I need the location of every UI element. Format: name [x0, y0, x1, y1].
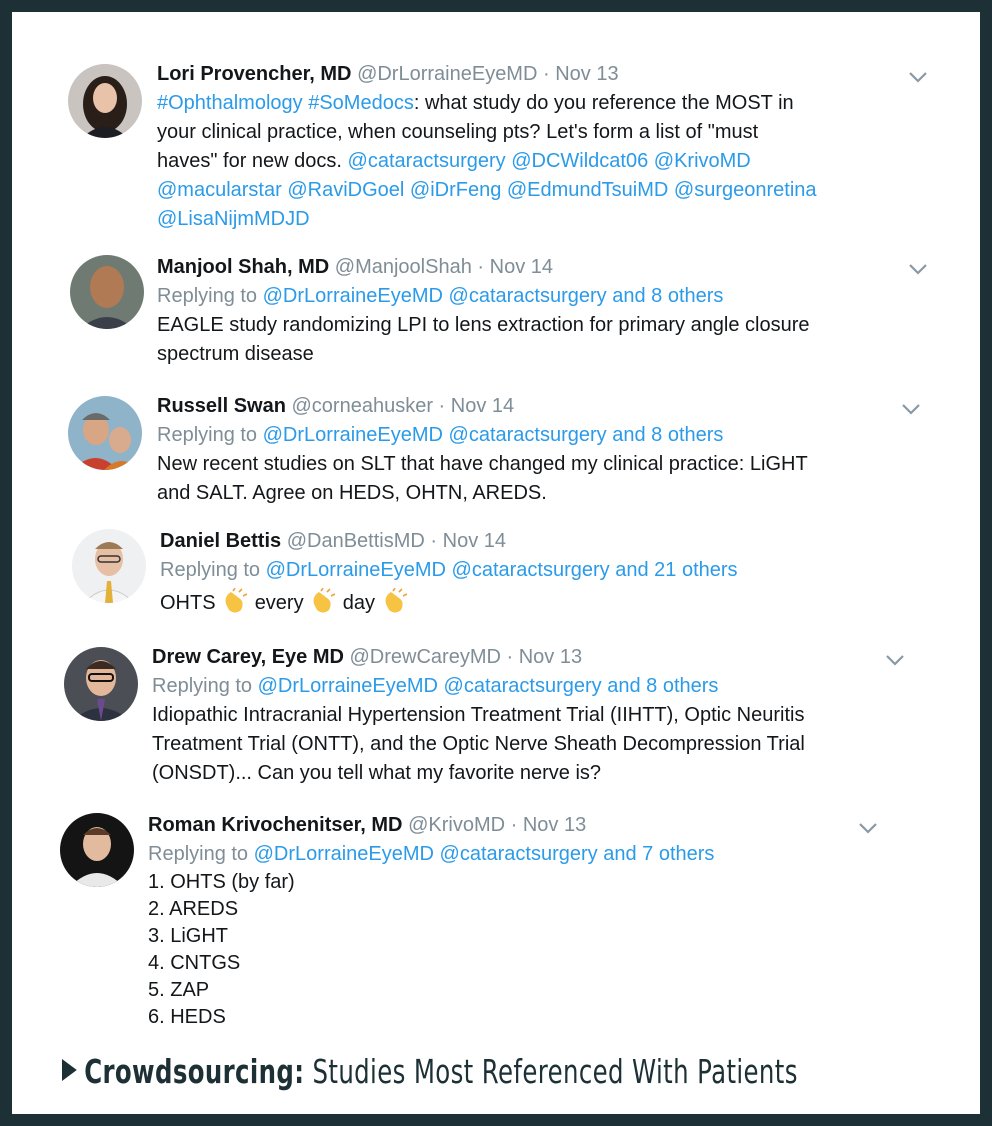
list-item: 3. LiGHT — [148, 925, 229, 947]
body-line: Treatment Trial (ONTT), and the Optic Nerve Sheath Decompression Trial — [152, 733, 805, 755]
reply-context — [157, 282, 920, 311]
list-item: 2. AREDS — [148, 898, 239, 920]
author-handle[interactable]: @DrewCareyMD — [349, 646, 501, 668]
separator: · — [477, 256, 485, 278]
body-line — [157, 205, 920, 234]
body-word: day — [342, 592, 375, 614]
author-handle[interactable]: @DanBettisMD — [286, 530, 425, 552]
tweet-header — [160, 527, 920, 556]
tweet-body — [160, 588, 920, 618]
reply-context — [148, 840, 920, 869]
separator: · — [430, 530, 438, 552]
tweet-body — [157, 311, 920, 369]
tweet-body — [148, 869, 920, 1031]
reply-context — [160, 556, 920, 585]
reply-prefix: Replying to — [157, 285, 263, 307]
body-line — [157, 118, 920, 147]
body-line: EAGLE study randomizing LPI to lens extraction for primary angle closure — [157, 314, 810, 336]
avatar[interactable] — [68, 64, 142, 138]
list-item: 1. OHTS (by far) — [148, 871, 295, 893]
mention-links[interactable]: @LisaNijmMDJD — [157, 208, 310, 230]
tweet-header — [157, 60, 920, 89]
avatar-roman-krivochenitser-icon — [60, 813, 134, 887]
clapping-hands-icon — [381, 588, 409, 614]
separator: · — [510, 814, 518, 836]
avatar-lori-provencher-icon — [68, 64, 142, 138]
chevron-down-icon[interactable] — [900, 402, 922, 416]
chevron-down-icon[interactable] — [907, 262, 929, 276]
author-name[interactable]: Russell Swan — [157, 395, 286, 417]
clapping-hands-icon — [221, 588, 249, 614]
mention-links[interactable]: @cataractsurgery @DCWildcat06 @KrivoMD — [347, 150, 751, 172]
list-item: 6. HEDS — [148, 1006, 226, 1028]
body-word: OHTS — [160, 592, 216, 614]
tweet-body — [152, 701, 920, 788]
chevron-down-icon[interactable] — [857, 821, 879, 835]
reply-targets-link[interactable]: @DrLorraineEyeMD @cataractsurgery and 7 others — [253, 843, 715, 865]
tweet-date[interactable]: Nov 14 — [442, 530, 507, 552]
mention-links[interactable]: @macularstar @RaviDGoel @iDrFeng @EdmundTsuiMD @surgeonretina — [157, 179, 817, 201]
hashtag-link[interactable]: #Ophthalmology #SoMedocs — [157, 92, 414, 114]
author-name[interactable]: Drew Carey, Eye MD — [152, 646, 344, 668]
reply-prefix: Replying to — [152, 675, 258, 697]
separator: · — [506, 646, 514, 668]
reply-prefix: Replying to — [160, 559, 266, 581]
tweet-header — [157, 392, 920, 421]
author-handle[interactable]: @DrLorraineEyeMD — [357, 63, 538, 85]
tweet-date[interactable]: Nov 13 — [522, 814, 587, 836]
tweet-body — [157, 89, 920, 234]
body-line — [157, 89, 920, 118]
reply-context — [152, 672, 920, 701]
tweet-header — [157, 253, 920, 282]
separator: · — [542, 63, 550, 85]
avatar[interactable] — [68, 396, 142, 470]
body-line: spectrum disease — [157, 343, 314, 365]
tweet-header — [152, 643, 920, 672]
author-name[interactable]: Daniel Bettis — [160, 530, 282, 552]
list-item: 4. CNTGS — [148, 952, 241, 974]
body-line: New recent studies on SLT that have changed my clinical practice: LiGHT — [157, 453, 808, 475]
tweet-date[interactable]: Nov 14 — [489, 256, 554, 278]
reply-context — [157, 421, 920, 450]
reply-targets-link[interactable]: @DrLorraineEyeMD @cataractsurgery and 8 others — [262, 424, 724, 446]
triangle-bullet-icon — [62, 1059, 77, 1081]
tweet-date[interactable]: Nov 13 — [518, 646, 583, 668]
body-line: Idiopathic Intracranial Hypertension Treatment Trial (IIHTT), Optic Neuritis — [152, 704, 805, 726]
caption-text: Studies Most Referenced With Patients — [304, 1052, 798, 1091]
avatar-russell-swan-icon — [68, 396, 142, 470]
body-word: every — [254, 592, 304, 614]
tweet-body — [157, 450, 920, 508]
chevron-down-icon[interactable] — [884, 653, 906, 667]
list-item: 5. ZAP — [148, 979, 210, 1001]
avatar[interactable] — [72, 529, 146, 603]
author-handle[interactable]: @corneahusker — [291, 395, 433, 417]
body-line: and SALT. Agree on HEDS, OHTN, AREDS. — [157, 482, 547, 504]
reply-prefix: Replying to — [148, 843, 254, 865]
caption-bold: Crowdsourcing: — [84, 1052, 305, 1091]
avatar-daniel-bettis-icon — [72, 529, 146, 603]
author-handle[interactable]: @KrivoMD — [408, 814, 506, 836]
figure-caption — [62, 1052, 798, 1102]
avatar-manjool-shah-icon — [70, 255, 144, 329]
avatar[interactable] — [70, 255, 144, 329]
text-span: haves" for new docs. — [157, 150, 348, 172]
tweet-date[interactable]: Nov 13 — [555, 63, 619, 85]
body-line — [157, 147, 920, 176]
avatar-drew-carey-icon — [64, 647, 138, 721]
avatar[interactable] — [64, 647, 138, 721]
body-line: (ONSDT)... Can you tell what my favorite nerve is? — [152, 762, 602, 784]
reply-targets-link[interactable]: @DrLorraineEyeMD @cataractsurgery and 8 others — [262, 285, 724, 307]
separator: · — [438, 395, 446, 417]
author-handle[interactable]: @ManjoolShah — [334, 256, 472, 278]
text-span: your clinical practice, when counseling pts? Let's form a list of "must — [157, 121, 759, 143]
author-name[interactable]: Manjool Shah, MD — [157, 256, 330, 278]
body-line — [157, 176, 920, 205]
author-name[interactable]: Lori Provencher, MD — [157, 63, 352, 85]
reply-targets-link[interactable]: @DrLorraineEyeMD @cataractsurgery and 8 others — [257, 675, 719, 697]
tweet-header — [148, 811, 920, 840]
clapping-hands-icon — [309, 588, 337, 614]
avatar[interactable] — [60, 813, 134, 887]
chevron-down-icon[interactable] — [907, 70, 929, 84]
reply-targets-link[interactable]: @DrLorraineEyeMD @cataractsurgery and 21 others — [265, 559, 738, 581]
author-name[interactable]: Roman Krivochenitser, MD — [148, 814, 403, 836]
tweet-date[interactable]: Nov 14 — [450, 395, 515, 417]
reply-prefix: Replying to — [157, 424, 263, 446]
text-span: : what study do you reference the MOST in — [413, 92, 794, 114]
